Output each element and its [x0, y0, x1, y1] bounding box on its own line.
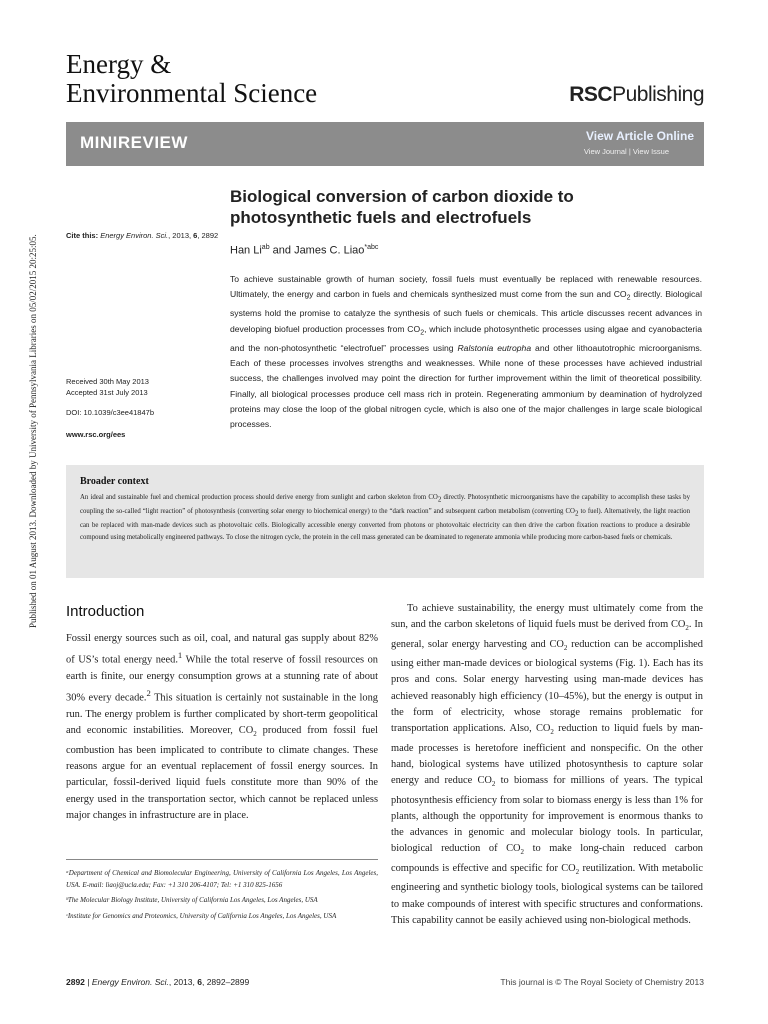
author-name: Han Li	[230, 244, 262, 257]
broader-context-box	[66, 465, 704, 578]
body-text: to biomass for millions of years. The typical photosynthesis efficiency from solar to biomass energy is less than 1% for plants, although the opportunity for improvement is enormous thanks to the advances in genomic and molecular biology tools. In particular, biological reduction of CO	[391, 775, 703, 855]
journal-title-line1: Energy &	[66, 49, 172, 79]
abstract-text: and other lithoautotrophic microorganisms. Each of these processes involves strengths and weaknesses. While none of these processes have achieved industrial success, the challenges involved may point the direction for further improvement within the limit of theoretical possibility. Finally, all biological processes produce cell mass rich in protein. Regenerating ammonium by deamination of hydrolyzed proteins may close the loop of the global nitrogen cycle, which is also one of the major challenges in large scale biological processes.	[230, 342, 703, 430]
body-column-left	[66, 631, 378, 824]
footnote-a: ᵃDepartment of Chemical and Biomolecular Engineering, University of California Los Angeles, Los Angeles, USA. E-mail: liaoj@ucla.edu; Fax: +1 310 206-4107; Tel: +1 310 825-1656	[66, 869, 378, 890]
context-text: directly. Photosynthetic microorganisms have the capability to accomplish these tasks by coupling the so-called “light reaction” of photosynthesis (converting solar energy to biochemical energy) to the “dark reaction” and subsequent carbon metabolism (converting CO	[80, 494, 690, 515]
article-title: Biological conversion of carbon dioxide to photosynthetic fuels and electrofuels	[230, 187, 574, 227]
footnote-b: ᵇThe Molecular Biology Institute, University of California Los Angeles, Los Angeles, USA	[66, 896, 318, 905]
body-text: to make long-chain reduced carbon compounds is effective and specific for CO	[391, 843, 703, 874]
section-heading-introduction: Introduction	[66, 603, 145, 620]
journal-title	[66, 50, 317, 108]
publisher-logo-bold: RSC	[569, 83, 613, 106]
view-links	[584, 147, 669, 156]
abstract-text: , which include photosynthetic processes using algae and cyanobacteria and the non-photosynthetic “electrofuel” processes using	[230, 323, 702, 353]
footnote-c: ᶜInstitute for Genomics and Proteomics, University of California Los Angeles, Los Angeles, USA	[66, 911, 337, 920]
view-links-separator: |	[628, 147, 631, 156]
subscript: 2	[253, 730, 257, 739]
body-text: reduction can be accomplished using either man-made devices or biological systems (Fig. 1). Each has its pros and cons. Solar energy harvesting using man-made devices has achieved reasonably high efficiency (10–45%), but the energy is output in the form of electricity, whose storage remains problematic for transportation applications. Also, CO	[391, 638, 703, 735]
subscript: 2	[437, 495, 442, 504]
cite-pages: , 2892	[197, 231, 219, 240]
journal-website-link[interactable]: www.rsc.org/ees	[66, 430, 126, 439]
cite-journal: Energy Environ. Sci.	[100, 231, 169, 240]
publisher-logo-rest: Publishing	[612, 83, 704, 106]
cite-label: Cite this:	[66, 231, 99, 240]
view-issue-link[interactable]: View Issue	[632, 147, 669, 156]
footer-separator: |	[84, 977, 92, 987]
subscript: 2	[420, 329, 425, 337]
subscript: 2	[520, 848, 525, 857]
footnote-divider	[66, 859, 378, 860]
page-number: 2892	[66, 977, 85, 987]
author-list	[230, 244, 378, 257]
footer-volume: 6	[197, 977, 202, 987]
view-journal-link[interactable]: View Journal	[583, 147, 627, 156]
body-text: reutilization. With metabolic engineering and synthetic biology tools, biological systems can be tailored to make compounds of interest with specific structures and conformations. This capability cannot be easily achieved using non-biological methods.	[391, 862, 703, 926]
journal-title-line2: Environmental Science	[66, 78, 318, 108]
body-column-right	[391, 601, 703, 929]
reference-mark[interactable]: 1	[177, 650, 183, 661]
body-text: produced from fossil fuel combustion has been implicated to contribute to climate changes. These reasons argue for an eventual replacement of fossil energy sources. In particular, fossil-derived liquid fuels constitute more than 90% of the energy used in the transportation sector, which cannot be replaced unless major changes in infrastructure are in place.	[66, 725, 378, 821]
affiliation-footnotes	[66, 867, 378, 925]
subscript: 2	[550, 728, 554, 737]
doi-text: DOI: 10.1039/c3ee41847b	[66, 408, 154, 417]
download-side-note: Published on 01 August 2013. Downloaded by University of Pennsylvania Libraries on 05/02/2015 20:25:05.	[28, 234, 38, 628]
view-article-online-link[interactable]: View Article Online	[585, 129, 694, 143]
citation-info	[66, 231, 226, 241]
author-affiliation-mark: ab	[261, 244, 270, 251]
context-text: to fuel). Alternatively, the light reaction can be replaced with man-made devices such as photovoltaic cells. Biologically accessible energy converted from photons or photovoltaic electricity can then drive the carbon fixation reactions to produce a desirable compound using metabolically engineered pathways. To close the nitrogen cycle, the protein in the cell mass generated can be deaminated to regenerate ammonia while producing more carbon-based fuels or chemicals.	[80, 507, 690, 542]
footer-page-range: , 2892–2899	[201, 977, 250, 987]
footer-year: , 2013,	[168, 977, 198, 987]
broader-context-heading: Broader context	[80, 476, 149, 487]
organism-name: Ralstonia eutropha	[457, 342, 532, 353]
author-join: and	[269, 244, 295, 257]
received-date: Received 30th May 2013	[66, 377, 149, 386]
subscript: 2	[685, 624, 689, 633]
page-footer-citation	[66, 977, 249, 987]
subscript: 2	[574, 509, 579, 518]
body-text: To achieve sustainability, the energy must ultimately come from the sun, and the carbon skeletons of liquid fuels must be derived from CO	[391, 603, 703, 631]
cite-year: , 2013,	[168, 231, 194, 240]
body-text: reduction to liquid fuels by man-made processes is heretofore inefficient and nonspecific. On the other hand, biological systems have utilized photosynthesis to capture solar energy and reduce CO	[391, 723, 703, 787]
subscript: 2	[491, 780, 496, 789]
reference-mark[interactable]: 2	[146, 688, 151, 699]
footer-journal: Energy Environ. Sci.	[91, 977, 169, 987]
abstract-text: To achieve sustainable growth of human society, fossil fuels must eventually be replaced with renewable resources. Ultimately, the energy and carbon in fuels and chemicals synthesized must come from the sun and CO	[230, 274, 702, 300]
abstract-text: directly. Biological systems hold the promise to catalyze the synthesis of such fuels or chemicals. This article discusses recent advances in developing biofuel production processes from CO	[230, 289, 702, 334]
broader-context-text	[80, 492, 690, 545]
publisher-logo	[569, 83, 704, 107]
author-name: James C. Liao	[294, 244, 365, 257]
subscript: 2	[563, 643, 568, 652]
article-type-banner	[66, 122, 704, 166]
context-text: An ideal and sustainable fuel and chemical production process should derive energy from sunlight and carbon skeleton from CO	[80, 494, 438, 501]
body-text: . In general, solar energy harvesting and CO	[391, 619, 703, 650]
subscript: 2	[626, 295, 631, 303]
article-dates	[66, 376, 149, 398]
article-type-label: MINIREVIEW	[80, 133, 188, 152]
accepted-date: Accepted 31st July 2013	[66, 388, 148, 397]
cite-volume: 6	[193, 231, 198, 240]
body-text: While the total reserve of fossil resources on earth is finite, our energy consumption grows at a stunning rate of about 30% every decade.	[66, 654, 378, 704]
body-text: This situation is certainly not sustainable in the long run. The energy problem is further complicated by short-term geopolitical and economic instabilities. Moreover, CO	[66, 692, 378, 737]
body-text: Fossil energy sources such as oil, coal, and natural gas supply about 82% of US’s total energy need.	[66, 633, 378, 666]
subscript: 2	[575, 867, 580, 876]
copyright-notice: This journal is © The Royal Society of Chemistry 2013	[500, 977, 704, 987]
author-affiliation-mark: *abc	[364, 244, 379, 251]
abstract	[230, 272, 702, 432]
